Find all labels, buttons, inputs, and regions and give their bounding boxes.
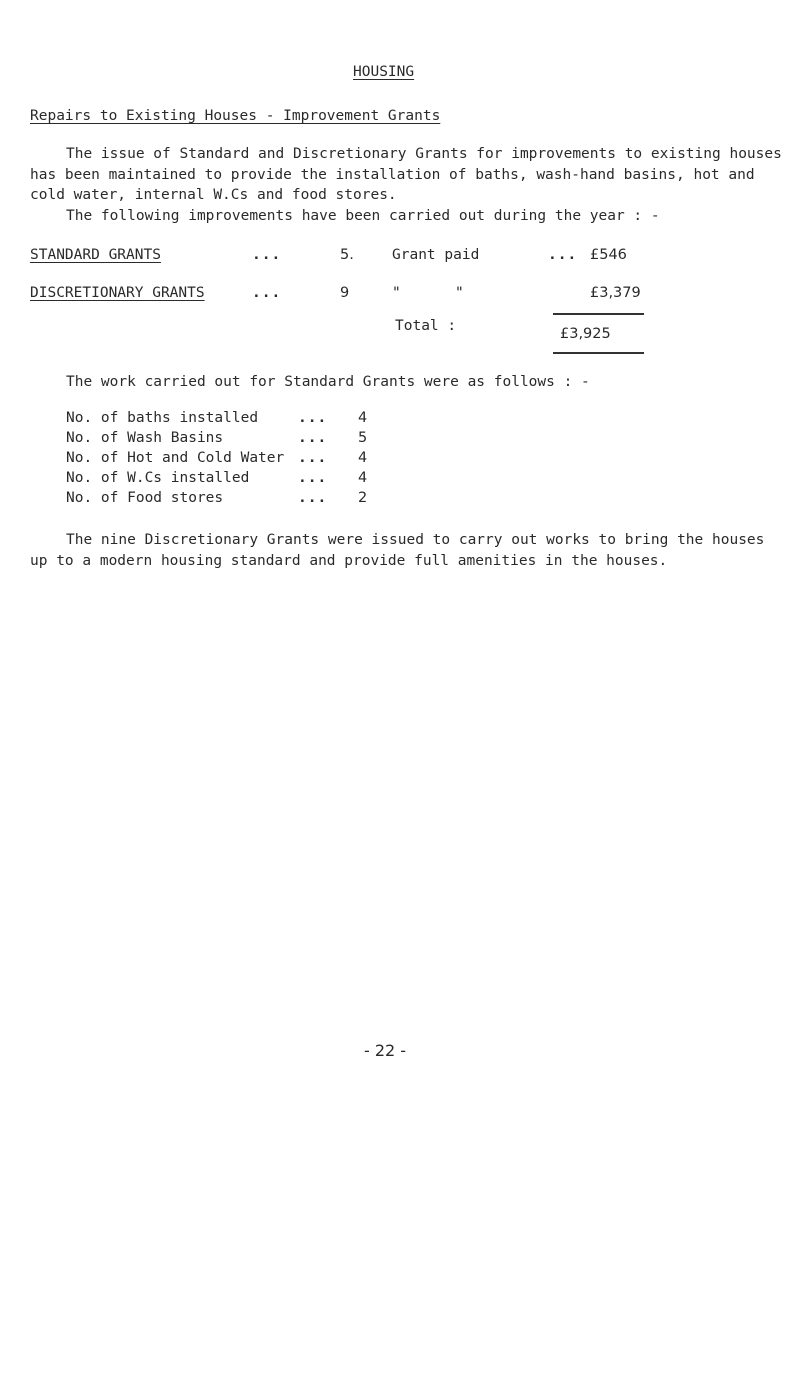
grant-row-discretionary xyxy=(30,285,770,307)
closing-text: The nine Discretionary Grants were issued to carry out works to bring the houses up to a modern housing standard and provide full amenities in the houses. xyxy=(30,532,765,569)
leader-dots: ... xyxy=(252,285,282,301)
work-item-value: 2 xyxy=(358,490,368,506)
total-rule-top xyxy=(553,313,644,315)
leader-dots: ... xyxy=(298,490,328,506)
grant-amount: £546 xyxy=(590,247,627,263)
work-item-value: 5 xyxy=(358,430,368,446)
work-item xyxy=(66,470,586,490)
work-item-label: No. of baths installed xyxy=(66,410,259,426)
total-rule-bottom xyxy=(553,352,644,354)
work-item-label: No. of Food stores xyxy=(66,490,224,506)
work-item xyxy=(66,450,586,470)
grant-count: 9 xyxy=(340,285,350,301)
grant-label: STANDARD GRANTS xyxy=(30,247,161,263)
work-item-value: 4 xyxy=(358,410,368,426)
leader-dots: ... xyxy=(298,430,328,446)
intro-paragraph xyxy=(30,144,790,206)
work-item xyxy=(66,410,586,430)
grant-amount: £3,379 xyxy=(590,285,641,301)
work-item-value: 4 xyxy=(358,470,368,486)
ditto-mark: " xyxy=(455,285,464,301)
work-item-label: No. of W.Cs installed xyxy=(66,470,250,486)
work-item-value: 4 xyxy=(358,450,368,466)
page-number: - 22 - xyxy=(364,1041,407,1060)
work-item-label: No. of Wash Basins xyxy=(66,430,224,446)
grant-label: DISCRETIONARY GRANTS xyxy=(30,285,205,301)
total-amount: £3,925 xyxy=(560,326,611,342)
work-item xyxy=(66,430,586,450)
work-item-label: No. of Hot and Cold Water xyxy=(66,450,285,466)
leader-dots: ... xyxy=(252,247,282,263)
section-subheading: Repairs to Existing Houses - Improvement Grants xyxy=(30,108,441,124)
closing-paragraph xyxy=(30,530,790,571)
work-item xyxy=(66,490,586,510)
leader-dots: ... xyxy=(298,410,328,426)
page-heading: HOUSING xyxy=(353,64,415,80)
leader-dots: ... xyxy=(298,450,328,466)
work-intro: The work carried out for Standard Grants were as follows : - xyxy=(66,374,590,390)
total-label: Total : xyxy=(395,318,457,334)
improvements-intro: The following improvements have been carried out during the year : - xyxy=(66,208,660,224)
grant-description: Grant paid xyxy=(392,247,480,263)
grant-row-standard xyxy=(30,247,770,269)
leader-dots: ... xyxy=(298,470,328,486)
intro-text: The issue of Standard and Discretionary Grants for improvements to existing houses has been maintained to provide the installation of baths, wash-hand basins, hot and cold water, internal W.Cs and food stores. xyxy=(30,146,782,203)
leader-dots: ... xyxy=(548,247,578,263)
grant-count: 5. xyxy=(340,247,354,263)
ditto-mark: " xyxy=(392,285,401,301)
